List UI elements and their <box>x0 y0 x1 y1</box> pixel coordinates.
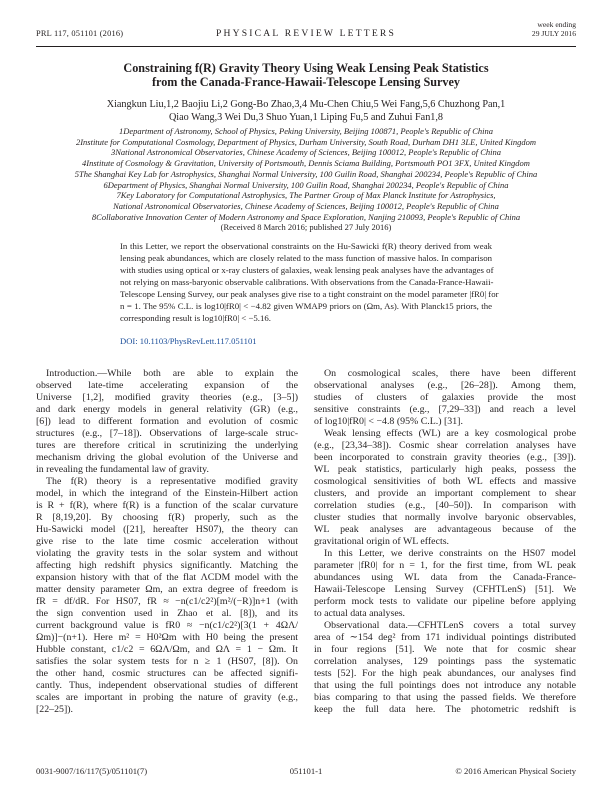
body-line: The f(R) theory is a representative modified gravity <box>46 476 298 487</box>
body-line: in four regions [51]. We note that for cosmic shear <box>314 644 576 655</box>
body-line: Hawaii-Telescope Lensing Survey (CFHTLenS) [51]. We <box>314 584 576 595</box>
author-line-2: Qiao Wang,3 Wei Du,3 Shuo Yuan,1 Liping Fu,5 and Zuhui Fan1,8 <box>168 112 444 123</box>
body-line: current background value is fR0 ≈ −n(c1/c2²)[3(1 + 4ΩΛ/ <box>36 620 298 631</box>
body-line: abundances using WL data from the Canada-France- <box>314 572 576 583</box>
body-line: observational analyses (e.g., [26–28]). Among them, <box>314 380 576 391</box>
body-line: Ωm)]−(n+1). Here m² = H0²Ωm with H0 being the present <box>36 632 298 643</box>
received-dates: (Received 8 March 2016; published 27 July 2016) <box>220 222 392 233</box>
author-line-1: Xiangkun Liu,1,2 Baojiu Li,2 Gong-Bo Zhao,3,4 Mu-Chen Chiu,5 Wei Fang,5,6 Chuzhong Pan,1 <box>106 99 506 110</box>
body-line: bias comparing to that using the passed fields. We therefore <box>314 692 576 703</box>
abstract-line: n = 1. The 95% C.L. is log10|fR0| < −4.82 given WMAP9 priors on (Ωm, As). With Planck15 priors, the <box>120 301 492 311</box>
body-line: Hu-Sawicki model ([21], hereafter HS07), the theory can <box>36 524 298 535</box>
affiliation-8: 8Collaborative Innovation Center of Modern Astronomy and Space Exploration, Nanjing 210093, People's Republic of China <box>91 211 521 222</box>
body-line: WL peak analyses are advantageous because of the <box>314 524 576 535</box>
header-citation: PRL 117, 051101 (2016) <box>36 29 124 38</box>
body-line: expansion history with that of the flat ΛCDM model with the <box>36 572 298 583</box>
affiliation-list <box>40 126 572 233</box>
header-rule <box>36 46 576 47</box>
body-line: keep the full data here. The photometric redshift is <box>314 704 576 715</box>
body-line: [22–25]). <box>36 704 74 715</box>
body-line: parameter |fR0| for n = 1, for the first time, from WL peak <box>314 560 576 571</box>
title-line-1: Constraining f(R) Gravity Theory Using Weak Lensing Peak Statistics <box>123 61 489 75</box>
abstract-line: Telescope Lensing Survey, our peak analyses give rise to a tight constraint on the model parameter |fR0| for <box>120 289 499 299</box>
body-line: cluster studies that normally involve baryonic observables, <box>314 512 576 523</box>
title-line-2: from the Canada-France-Hawaii-Telescope Lensing Survey <box>151 75 461 89</box>
body-line: model, in which the integrand of the Einstein-Hilbert action <box>36 488 298 499</box>
abstract-line: lensing peak abundances, which are closely related to the mass function of massive halos. In comparison <box>120 253 492 263</box>
body-line: of log10|fR0| < −4.8 (95% C.L.) [31]. <box>314 416 463 427</box>
body-line: correlation studies (e.g., [40–50]). In comparison with <box>314 500 576 511</box>
body-line: the other hand, cosmic structures can be affected signifi- <box>36 668 298 679</box>
header-week-label: week ending <box>537 20 576 29</box>
paper-title <box>60 61 552 89</box>
abstract-line: not relying on mass-baryonic observable calibrations. With observations from the Canada-France-Hawaii- <box>120 277 494 287</box>
body-line: perform mock tests to validate our pipeline before applying <box>314 596 576 607</box>
doi-line <box>120 336 257 346</box>
body-line: cosmological sensitivities of both WL effects and massive <box>314 476 576 487</box>
body-line: mechanism driving the global evolution of the Universe and <box>36 452 298 463</box>
affiliation-1: 1Department of Astronomy, School of Physics, Peking University, Beijing 100871, People's Republic of China <box>118 126 494 136</box>
header-date-block <box>532 20 576 38</box>
affiliation-5: 5The Shanghai Key Lab for Astrophysics, Shanghai Normal University, 100 Guilin Road, Shanghai 200234, People's Republic of China <box>74 168 538 179</box>
header-date: 29 JULY 2016 <box>531 29 576 38</box>
abstract-line: with studies using optical or x-ray clusters of galaxies, weak lensing peak analyses have the advantages of <box>120 265 494 275</box>
body-line: violating the gravity tests in the solar system and without <box>36 548 298 559</box>
body-line: is R + f(R), where f(R) is a function of the scalar curvature <box>36 500 298 511</box>
body-line: satisfies the solar system tests for n ≥ 1 (HS07, [8]). On <box>36 656 298 667</box>
footer-page-number: 051101-1 <box>289 766 323 776</box>
body-line: Observational data.—CFHTLenS covers a total survey <box>324 620 576 631</box>
doi-link[interactable]: DOI: 10.1103/PhysRevLett.117.051101 <box>120 336 257 346</box>
body-line: the sign convention used in Zhao et al. [8]), and its <box>36 608 298 619</box>
body-line: been incorporated to constrain gravity theories (e.g., [39]). <box>314 452 576 463</box>
body-line: that using the full pointings does not introduce any notable <box>314 680 576 691</box>
body-line: On cosmological scales, there have been different <box>324 368 576 379</box>
abstract-line: In this Letter, we report the observational constraints on the Hu-Sawicki f(R) theory derived from weak <box>120 241 492 251</box>
body-line: give rise to the late time cosmic acceleration without <box>36 536 298 547</box>
body-line: In this Letter, we derive constraints on the HS07 model <box>324 548 576 559</box>
body-line: (e.g., [23,34–38]). Cosmic shear correlation analyses have <box>314 440 576 451</box>
body-line: [6]) lead to different formation and evolution of cosmic <box>36 416 298 427</box>
body-line: gravitational origin of WL effects. <box>314 536 450 547</box>
abstract <box>120 240 499 324</box>
affiliation-6: 6Department of Physics, Shanghai Normal University, 100 Guilin Road, Shanghai 200234, People's Republic of China <box>103 179 509 190</box>
body-line: observed late-time accelerating expansion of the <box>36 380 298 391</box>
body-line: Universe [1,2], modified gravity theories (e.g., [3–5]) <box>36 392 298 403</box>
running-header <box>36 20 576 42</box>
affiliation-7-cont: National Astronomical Observatories, Chinese Academy of Sciences, Beijing 100012, People's Republic of China <box>113 200 499 211</box>
body-line: fR = df/dR. For HS07, fR ≈ −n(c1/c2²)[m²/(−R)]n+1 (with <box>36 596 298 607</box>
body-line: matter density parameter Ωm, an extra degree of freedom is <box>36 584 298 595</box>
body-line: in revealing the fundamental law of gravity. <box>36 464 209 475</box>
body-line: studies of clusters of galaxies provide the most <box>314 392 576 403</box>
body-line: WL peak statistics, particularly high peaks, possess the <box>314 464 576 475</box>
body-line: to actual data analyses. <box>314 608 406 619</box>
affiliation-2: 2Institute for Computational Cosmology, Department of Physics, Durham University, South Road, Durham DH1 3LE, United Kingdom <box>75 136 537 147</box>
body-line: Hubble constant, c1/c2 = 6ΩΛ/Ωm, and ΩΛ = 1 − Ωm. It <box>36 644 298 655</box>
body-line: Introduction.—While both are able to explain the <box>46 368 298 379</box>
left-column <box>36 368 298 716</box>
body-line: scales are important in probing the nature of gravity (e.g., <box>36 692 298 703</box>
right-column <box>314 368 576 716</box>
body-line: area of ∼154 deg² from 171 individual pointings distributed <box>314 632 576 643</box>
body-line: R [8,19,20]. By choosing f(R) properly, such as the <box>36 512 298 523</box>
body-line: clusters, and provide an important complement to shear <box>314 488 576 499</box>
affiliation-7: 7Key Laboratory for Computational Astrophysics, The Partner Group of Max Planck Institute for Astrophysics, <box>116 190 496 201</box>
body-line: correlation analyses, 129 pointings pass the systematic <box>314 656 576 667</box>
affiliation-4: 4Institute of Cosmology & Gravitation, University of Portsmouth, Dennis Sciama Building, Portsmouth PO1 3FX, United Kingdom <box>82 158 530 169</box>
body-line: sensitive constraints (e.g., [7,29–33]) and reach a level <box>314 404 576 415</box>
body-line: and dark energy models in general relativity (GR) (e.g., <box>36 404 298 415</box>
body-line: cantly. Thus, independent observational studies of different <box>36 680 298 691</box>
abstract-line: corresponding result is log10|fR0| < −5.16. <box>120 313 272 323</box>
body-line: structures (e.g., [7–18]). Observations of large-scale struc- <box>36 428 298 439</box>
footer-issn: 0031-9007/16/117(5)/051101(7) <box>36 766 148 776</box>
affiliation-3: 3National Astronomical Observatories, Chinese Academy of Sciences, Beijing 100012, People's Republic of China <box>110 147 501 158</box>
body-line: affecting high redshift physics significantly. Matching the <box>36 560 298 571</box>
author-list <box>80 98 532 124</box>
body-line: tures are therefore critical in scrutinizing the underlying <box>36 440 298 451</box>
footer-copyright: © 2016 American Physical Society <box>455 766 576 776</box>
body-line: Weak lensing effects (WL) are a key cosmological probe <box>324 428 576 439</box>
header-journal: PHYSICAL REVIEW LETTERS <box>215 28 397 39</box>
body-line: tests [52]. For the high peak abundances, our analyses find <box>314 668 576 679</box>
